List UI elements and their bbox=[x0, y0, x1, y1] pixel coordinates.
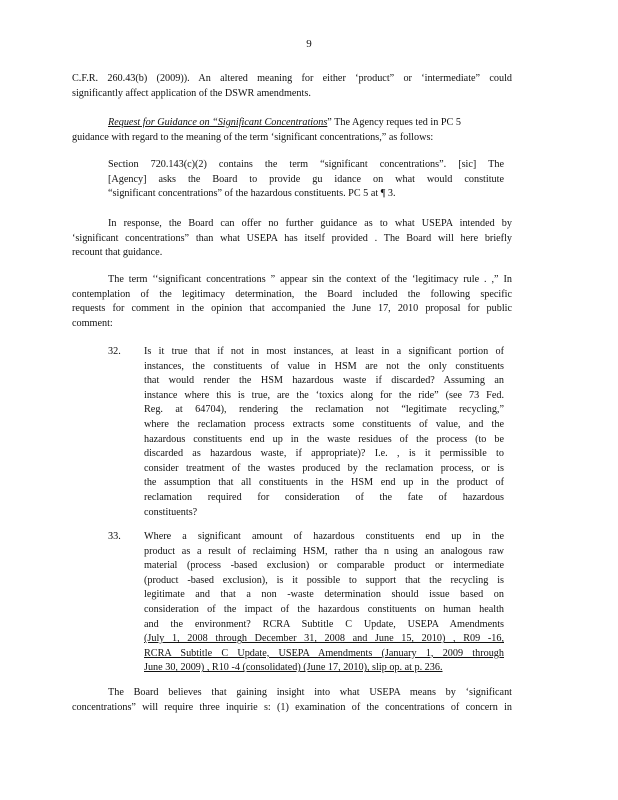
item-line: the assumption that all constituents in the HSM end up in the product of bbox=[144, 477, 504, 489]
citation-line: RCRA Subtitle C Update, USEPA Amendments (January 1, 2009 through bbox=[144, 647, 504, 659]
text-line: ‘significant concentrations” than what USEPA has itself provided . The Board will here briefly bbox=[72, 232, 512, 244]
item-line: instance where this is true, are the ‘toxics along for the ride” (see 73 Fed. bbox=[144, 389, 504, 401]
item-line: material (process -based exclusion) or comparable product or intermediate bbox=[144, 560, 504, 572]
item-line: reclamation required for consideration of the fate of hazardous bbox=[144, 491, 504, 503]
item-line: Where a significant amount of hazardous constituents end up in the bbox=[144, 531, 504, 542]
heading-trailing-text: ” The Agency reques ted in PC 5 bbox=[327, 117, 461, 128]
quote-line: Section 720.143(c)(2) contains the term “significant concentrations”. [sic] The bbox=[108, 159, 504, 170]
request-for-guidance-paragraph bbox=[72, 116, 512, 145]
text-line: significantly affect application of the DSWR amendments. bbox=[72, 87, 311, 99]
text-line: comment: bbox=[72, 317, 113, 329]
item-number: 33. bbox=[108, 531, 121, 542]
item-body bbox=[144, 530, 504, 676]
item-line: consider treatment of the wastes produced by the reclamation process, or is bbox=[144, 462, 504, 474]
text-line: contemplation of the legitimacy determination, the Board included the following specific bbox=[72, 288, 512, 300]
item-line: Reg. at 64704), rendering the reclamation not “legitimate recycling,” bbox=[144, 404, 504, 416]
item-line: instances, the constituents of value in HSM are not the only constituents bbox=[144, 360, 504, 372]
text-line: C.F.R. 260.43(b) (2009)). An altered meaning for either ‘product” or ‘intermediate” could bbox=[72, 73, 512, 84]
paragraph-response bbox=[72, 217, 512, 261]
item-line: product as a result of reclaiming HSM, rather tha n using an analogous raw bbox=[144, 545, 504, 557]
item-line: constituents? bbox=[144, 506, 198, 518]
item-line: hazardous constituents end up in the waste residues of the process (to be bbox=[144, 433, 504, 445]
numbered-item-33 bbox=[108, 530, 508, 680]
item-line: (product -based exclusion), is it possible to support that the recycling is bbox=[144, 574, 504, 586]
citation-line: (July 1, 2008 through December 31, 2008 and June 15, 2010) , R09 -16, bbox=[144, 633, 504, 645]
text-line: guidance with regard to the meaning of the term ‘significant concentrations,” as follows: bbox=[72, 131, 434, 143]
text-line: In response, the Board can offer no further guidance as to what USEPA intended by bbox=[108, 218, 512, 229]
block-quote bbox=[108, 158, 504, 202]
paragraph-board-believes bbox=[72, 686, 512, 715]
paragraph-significant-concentrations bbox=[72, 273, 512, 331]
text-line: requests for comment in the opinion that accompanied the June 17, 2010 proposal for public bbox=[72, 303, 512, 315]
item-line: discarded as hazardous waste, if appropriate)? I.e. , is it permissible to bbox=[144, 448, 504, 460]
text-line: recount that guidance. bbox=[72, 247, 163, 259]
citation-line bbox=[144, 661, 504, 676]
citation-text: June 30, 2009) , R10 -4 (consolidated) (June 17, 2010), slip op. at p. 236. bbox=[144, 662, 443, 674]
text-line: The Board believes that gaining insight into what USEPA means by ‘significant bbox=[108, 687, 512, 698]
paragraph-cfr bbox=[72, 72, 512, 101]
item-line: where the reclamation process extracts some constituents of value, and the bbox=[144, 418, 504, 430]
item-number: 32. bbox=[108, 346, 121, 357]
item-line: that would render the HSM hazardous waste if discarded? Assuming an bbox=[144, 375, 504, 387]
item-line: consideration of the impact of the hazardous constituents on human health bbox=[144, 603, 504, 615]
item-body bbox=[144, 345, 504, 520]
page-number: 9 bbox=[306, 38, 312, 50]
item-line: legitimate and that a non -waste determination should issue based on bbox=[144, 589, 504, 601]
numbered-item-32 bbox=[108, 345, 508, 525]
item-line: and the environment? RCRA Subtitle C Update, USEPA Amendments bbox=[144, 618, 504, 630]
item-line: Is it true that if not in most instances, at least in a significant portion of bbox=[144, 346, 504, 357]
text-line: The term ‘‘significant concentrations ” appear sin the context of the ‘legitimacy rule . ,” In bbox=[108, 274, 512, 285]
text-line: concentrations” will require three inquirie s: (1) examination of the concentrations of concern in bbox=[72, 701, 512, 713]
quote-line: [Agency] asks the Board to provide gu idance on what would constitute bbox=[108, 173, 504, 185]
section-heading: Request for Guidance on “Significant Concentrations bbox=[108, 117, 328, 128]
heading-line bbox=[72, 116, 512, 131]
quote-line: “significant concentrations” of the hazardous constituents. PC 5 at ¶ 3. bbox=[108, 188, 396, 200]
